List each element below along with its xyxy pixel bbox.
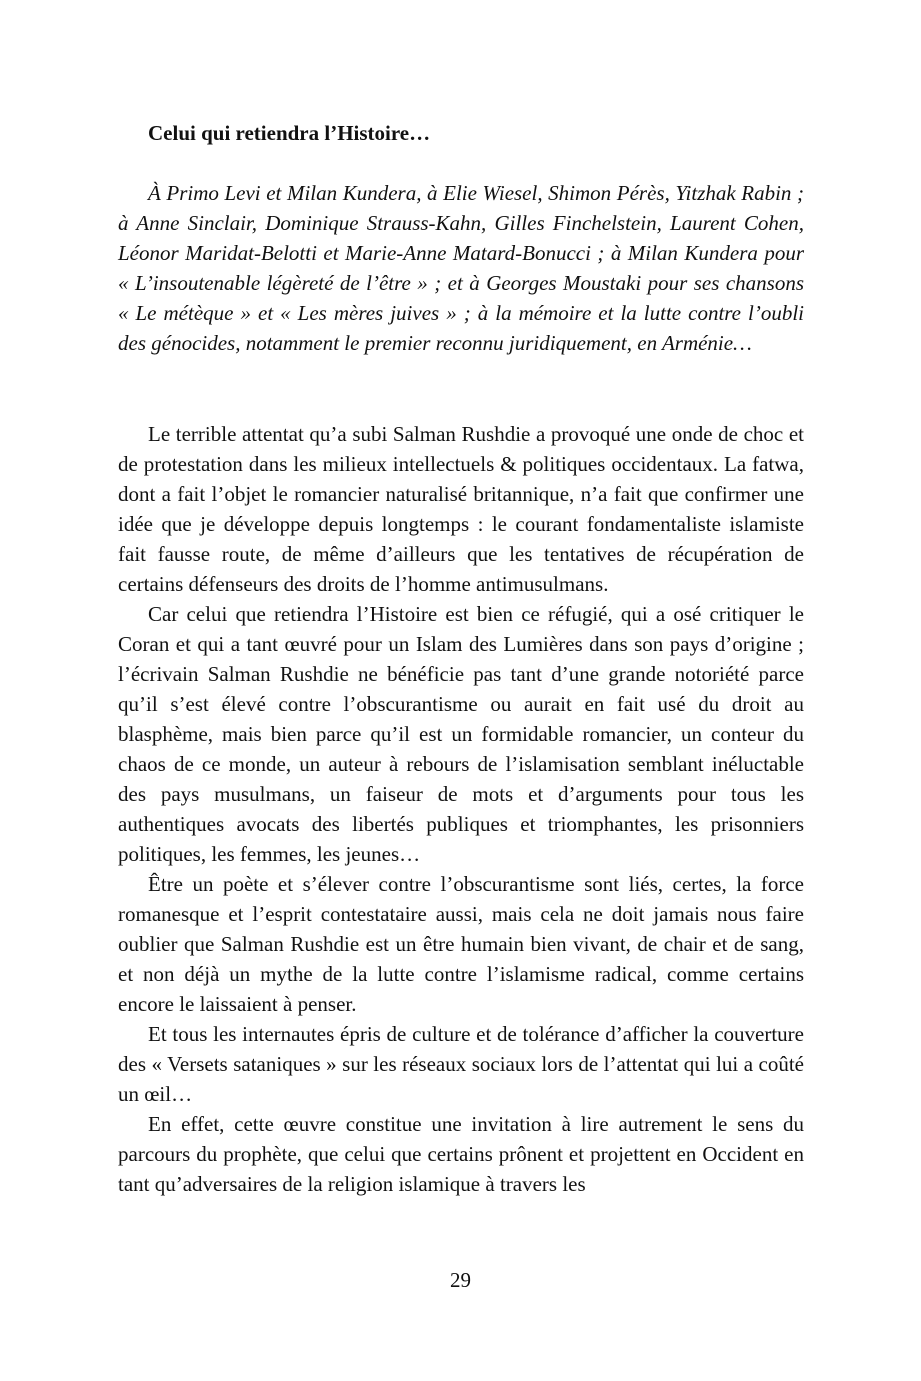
page-number: 29	[450, 1268, 471, 1292]
body-text	[118, 419, 804, 1199]
body-paragraph: Et tous les internautes épris de culture et de tolérance d’afficher la couverture des « Versets sataniques » sur les réseaux sociaux lors de l’attentat qui lui a coûté un œil…	[118, 1022, 804, 1106]
dedication-paragraph: À Primo Levi et Milan Kundera, à Elie Wiesel, Shimon Pérès, Yitzhak Rabin ; à Anne Sinclair, Dominique Strauss-Kahn, Gilles Finchelstein, Laurent Cohen, Léonor Maridat-Belotti et Marie-Anne Matard-Bonucci ; à Milan Kundera pour « L’insoutenable légèreté de l’être » ; et à Georges Moustaki pour ses chansons « Le métèque » et « Les mères juives » ; à la mémoire et la lutte contre l’oubli des génocides, notamment le premier reconnu juridiquement, en Arménie…	[118, 181, 804, 355]
body-paragraph: Être un poète et s’élever contre l’obscurantisme sont liés, certes, la force romanesque et l’esprit contestataire aussi, mais cela ne doit jamais nous faire oublier que Salman Rushdie est un être humain bien vivant, de chair et de sang, et non déjà un mythe de la lutte contre l’islamisme radical, comme certains encore le laissaient à penser.	[118, 872, 804, 1016]
body-paragraph: En effet, cette œuvre constitue une invitation à lire autrement le sens du parcours du prophète, que celui que certains prônent et projettent en Occident en tant qu’adversaires de la religion islamique à travers les	[118, 1112, 804, 1196]
chapter-title: Celui qui retiendra l’Histoire…	[148, 121, 431, 145]
body-paragraph: Le terrible attentat qu’a subi Salman Rushdie a provoqué une onde de choc et de protestation dans les milieux intellectuels & politiques occidentaux. La fatwa, dont a fait l’objet le romancier naturalisé britannique, n’a fait que confirmer une idée que je développe depuis longtemps : le courant fondamentaliste islamiste fait fausse route, de même d’ailleurs que les tentatives de récupération de certains défenseurs des droits de l’homme antimusulmans.	[118, 422, 804, 596]
body-paragraph: Car celui que retiendra l’Histoire est bien ce réfugié, qui a osé critiquer le Coran et qui a tant œuvré pour un Islam des Lumières dans son pays d’origine ; l’écrivain Salman Rushdie ne bénéficie pas tant d’une grande notoriété parce qu’il s’est élevé contre l’obscurantisme ou aurait en fait usé du droit au blasphème, mais bien parce qu’il est un formidable romancier, un conteur du chaos de ce monde, un auteur à rebours de l’islamisation semblant inéluctable des pays musulmans, un faiseur de mots et d’arguments pour tous les authentiques avocats des libertés publiques et triomphantes, les prisonniers politiques, les femmes, les jeunes…	[118, 602, 804, 866]
